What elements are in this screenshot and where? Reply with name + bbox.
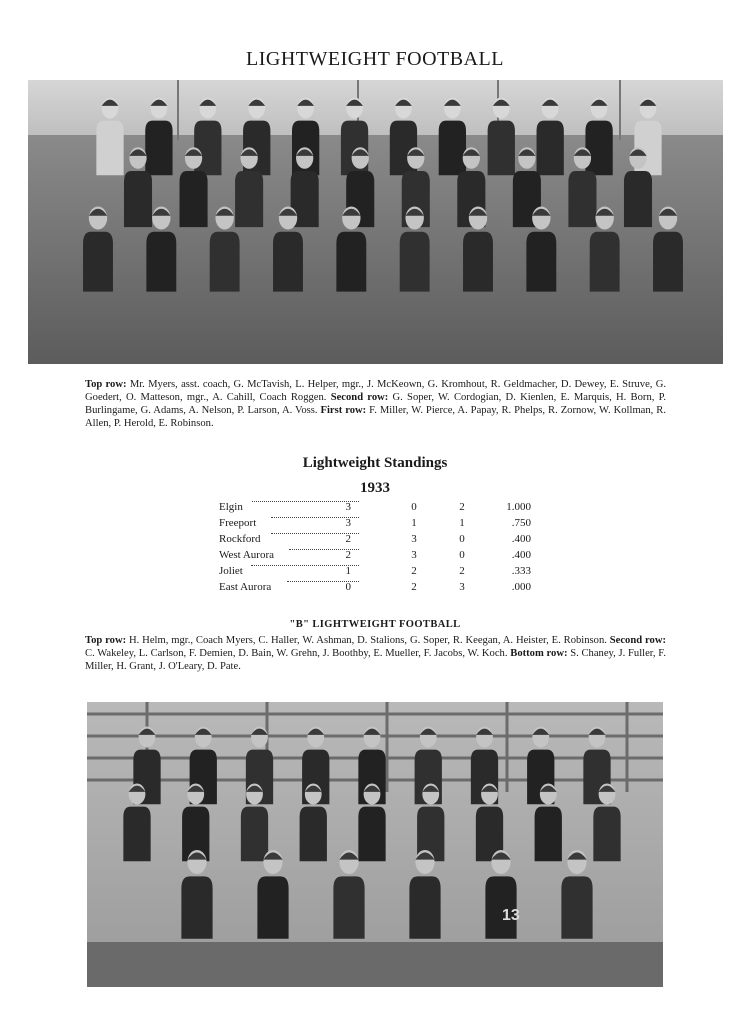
- standings-row: [219, 549, 539, 565]
- caption-bottom-row-names: S. Chaney, J. Fuller, F. Miller, H. Grant, J. O'Leary, D. Pate.: [85, 648, 666, 672]
- percentage: .000: [511, 581, 531, 593]
- team-name: Elgin: [219, 501, 243, 513]
- player-figure: [123, 807, 150, 862]
- caption-first-row-names: F. Miller, W. Pierce, A. Papay, R. Phelps, R. Zornow, W. Kollman, R. Allen, P. Herold, E. Robinson.: [85, 405, 667, 429]
- ties: 0: [459, 549, 465, 561]
- b-team-caption: [85, 634, 666, 673]
- caption-second-row-names: G. Soper, W. Cordogian, D. Kienlen, E. Marquis, H. Born, P. Burlingame, G. Adams, A. Nelson, P. Larson, A. Voss.: [85, 392, 666, 416]
- caption-second-row-label: Second row:: [330, 392, 389, 403]
- player-figure: [653, 232, 683, 292]
- player-figure: [83, 232, 113, 292]
- player-figure: [400, 232, 430, 292]
- team-photo-caption: [85, 378, 666, 430]
- player-figure: [526, 232, 556, 292]
- losses: 2: [411, 565, 417, 577]
- player-figure: [181, 876, 212, 938]
- caption-top-row-label: Top row:: [85, 635, 127, 646]
- player-figure: [537, 121, 564, 176]
- player-figure: [568, 171, 596, 227]
- team-photo-lightweight: [28, 80, 723, 364]
- player-figure: [333, 876, 364, 938]
- jersey-number: 13: [502, 907, 520, 924]
- standings-row: [219, 501, 539, 517]
- standings-year: 1933: [360, 480, 390, 496]
- player-figure: [463, 232, 493, 292]
- page-title: LIGHTWEIGHT FOOTBALL: [246, 48, 504, 70]
- team-photo-b-lightweight: [87, 702, 663, 987]
- standings-row: [219, 533, 539, 549]
- player-figure: [488, 121, 515, 176]
- team-name: Freeport: [219, 517, 257, 529]
- player-figure: [300, 807, 327, 862]
- team-name: East Aurora: [219, 581, 272, 593]
- wins: 0: [345, 581, 351, 593]
- player-figure: [409, 876, 440, 938]
- player-figure: [241, 807, 268, 862]
- wins: 2: [345, 533, 351, 545]
- percentage: 1.000: [506, 501, 531, 513]
- player-figure: [624, 171, 652, 227]
- player-figure: [439, 121, 466, 176]
- caption-top-row-names: Mr. Myers, asst. coach, G. McTavish, L. Helper, mgr., J. McKeown, G. Kromhout, R. Geldmacher, D. Dewey, E. Struve, G. Goedert, O. Matteson, mgr., A. Cahill, Coach Roggen.: [85, 379, 666, 403]
- team-name: Rockford: [219, 533, 261, 545]
- player-figure: [210, 232, 240, 292]
- caption-second-row-label: Second row:: [609, 635, 666, 646]
- ties: 3: [459, 581, 465, 593]
- player-figure: [96, 121, 123, 176]
- losses: 3: [411, 549, 417, 561]
- team-name: Joliet: [219, 565, 243, 577]
- wins: 1: [345, 565, 351, 577]
- team-name: West Aurora: [219, 549, 275, 561]
- caption-bottom-row-label: Bottom row:: [510, 648, 568, 659]
- ties: 1: [459, 517, 465, 529]
- standings-row: [219, 517, 539, 533]
- caption-top-row-names: H. Helm, mgr., Coach Myers, C. Haller, W. Ashman, D. Stalions, G. Soper, R. Keegan, A. Heister, E. Robinson.: [126, 635, 607, 646]
- player-figure: [358, 807, 385, 862]
- ties: 2: [459, 501, 465, 513]
- player-figure: [593, 807, 620, 862]
- player-figure: [273, 232, 303, 292]
- ties: 0: [459, 533, 465, 545]
- b-team-title: "B" LIGHTWEIGHT FOOTBALL: [289, 619, 461, 630]
- player-figure: [257, 876, 288, 938]
- player-figure: [146, 232, 176, 292]
- player-figure: [590, 232, 620, 292]
- caption-first-row-label: First row:: [320, 405, 367, 416]
- player-figure: [235, 171, 263, 227]
- percentage: .333: [511, 565, 531, 577]
- caption-second-row-names: C. Wakeley, L. Carlson, F. Demien, D. Bain, W. Grehn, J. Boothby, E. Mueller, F. Jacobs, W. Koch.: [85, 648, 508, 659]
- player-figure: [180, 171, 208, 227]
- ties: 2: [459, 565, 465, 577]
- standings-heading: Lightweight Standings: [302, 455, 448, 471]
- losses: 3: [411, 533, 417, 545]
- caption-top-row-label: Top row:: [85, 379, 127, 390]
- losses: 0: [411, 501, 417, 513]
- losses: 1: [411, 517, 417, 529]
- wins: 3: [345, 517, 351, 529]
- player-figure: [585, 121, 612, 176]
- player-figure: [145, 121, 172, 176]
- player-figure: [561, 876, 592, 938]
- percentage: .400: [511, 549, 531, 561]
- wins: 2: [345, 549, 351, 561]
- player-figure: [124, 171, 152, 227]
- percentage: .750: [511, 517, 531, 529]
- percentage: .400: [511, 533, 531, 545]
- player-figure: [336, 232, 366, 292]
- standings-row: [219, 581, 539, 597]
- player-figure: [535, 807, 562, 862]
- losses: 2: [411, 581, 417, 593]
- standings-table: [219, 501, 539, 597]
- standings-row: [219, 565, 539, 581]
- wins: 3: [345, 501, 351, 513]
